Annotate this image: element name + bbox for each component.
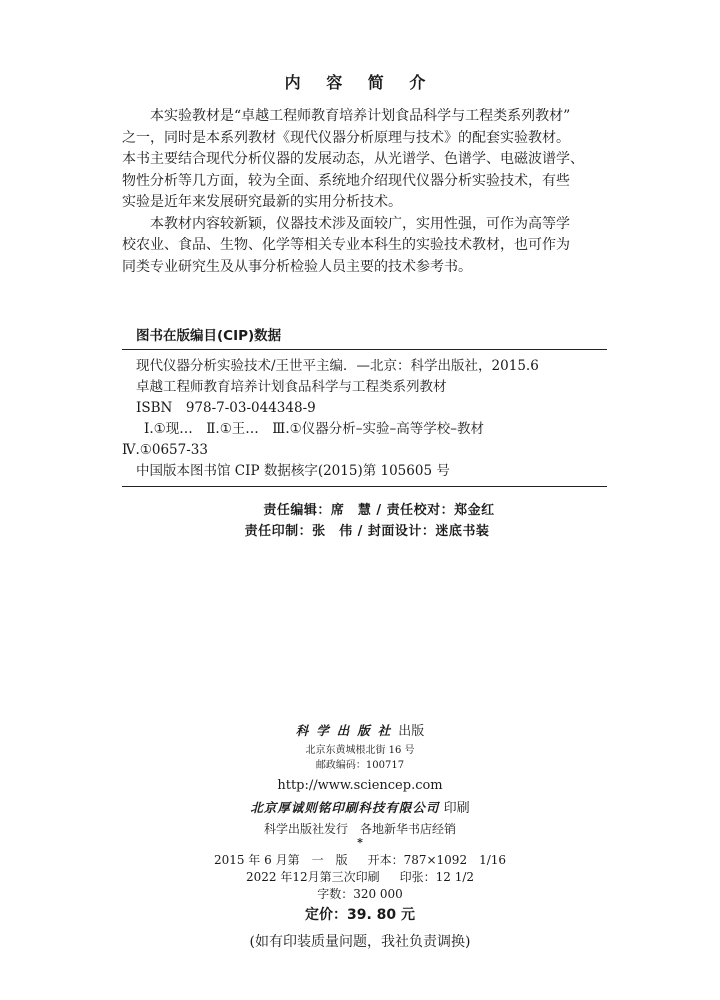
cip-heading: 图书在版编目(CIP)数据 [122, 322, 607, 350]
printer-name: 北京厚诚则铭印刷科技有限公司 [250, 800, 440, 815]
credits-line-editors: 责任编辑：席 慧 / 责任校对：郑金红 [263, 503, 495, 518]
summary-line: 之一，同时是本系列教材《现代仪器分析原理与技术》的配套实验教材。 [122, 129, 570, 146]
edition-date: 2015 年 6 月第 一 版 [213, 853, 348, 867]
summary-line: 本教材内容较新颖，仪器技术涉及面较广，实用性强，可作为高等学 [150, 215, 570, 232]
printing-line [0, 869, 720, 886]
price: 定价：39. 80 元 [304, 907, 416, 923]
cip-entry: 现代仪器分析实验技术/王世平主编．—北京：科学出版社，2015.6 [136, 358, 539, 374]
printer-line [0, 797, 720, 820]
cip-block [122, 322, 607, 487]
cip-series: 卓越工程师教育培养计划食品科学与工程类系列教材 [136, 379, 447, 395]
credits-line-production: 责任印制：张 伟 / 封面设计：迷底书装 [244, 524, 490, 539]
summary-line: 本实验教材是“卓越工程师教育培养计划食品科学与工程类系列教材” [150, 108, 571, 124]
word-count: 字数：320 000 [317, 887, 403, 901]
publisher-address: 北京东黄城根北街 16 号 [305, 745, 415, 756]
publisher-name: 科学出版社 [295, 723, 399, 738]
distribution-line: 科学出版社发行 各地新华书店经销 [263, 822, 456, 836]
format-size: 开本：787×1092 1/16 [367, 853, 507, 867]
cip-isbn: ISBN 978-7-03-044348-9 [136, 400, 316, 416]
imprint-block [0, 720, 720, 955]
summary-line: 实验是近年来发展研究最新的实用分析技术。 [122, 194, 402, 210]
cip-classification: Ⅰ.①现… Ⅱ.①王… Ⅲ.①仪器分析–实验–高等学校–教材 [144, 421, 484, 437]
page-title: 内 容 简 介 [284, 73, 436, 92]
printer-suffix: 印刷 [443, 801, 470, 816]
edition-line [0, 852, 720, 869]
summary-line: 物性分析等几方面，较为全面、系统地介绍现代仪器分析实验技术，有些 [122, 172, 570, 189]
publisher-url: http://www.sciencep.com [277, 778, 443, 793]
sheet-count: 印张：12 1/2 [399, 870, 475, 884]
separator-star: * [357, 836, 363, 849]
publisher-suffix: 出版 [398, 724, 425, 739]
printing-date: 2022 年12月第三次印刷 [245, 870, 380, 884]
cip-verification: 中国版本图书馆 CIP 数据核字(2015)第 105605 号 [136, 463, 450, 479]
editor-credits [0, 500, 720, 542]
summary-line: 同类专业研究生及从事分析检验人员主要的技术参考书。 [122, 258, 472, 275]
summary-line: 本书主要结合现代分析仪器的发展动态，从光谱学、色谱学、电磁波谱学、 [122, 151, 584, 167]
publisher-postcode: 邮政编码：100717 [315, 760, 405, 771]
cip-classification-cont: Ⅳ.①0657-33 [122, 442, 208, 458]
cip-body [122, 350, 607, 487]
publisher-line [0, 720, 720, 739]
summary-line: 校农业、食品、生物、化学等相关专业本科生的实验技术教材，也可作为 [122, 237, 570, 253]
summary-text [122, 106, 612, 278]
quality-notice: (如有印装质量问题，我社负责调换) [249, 934, 471, 950]
